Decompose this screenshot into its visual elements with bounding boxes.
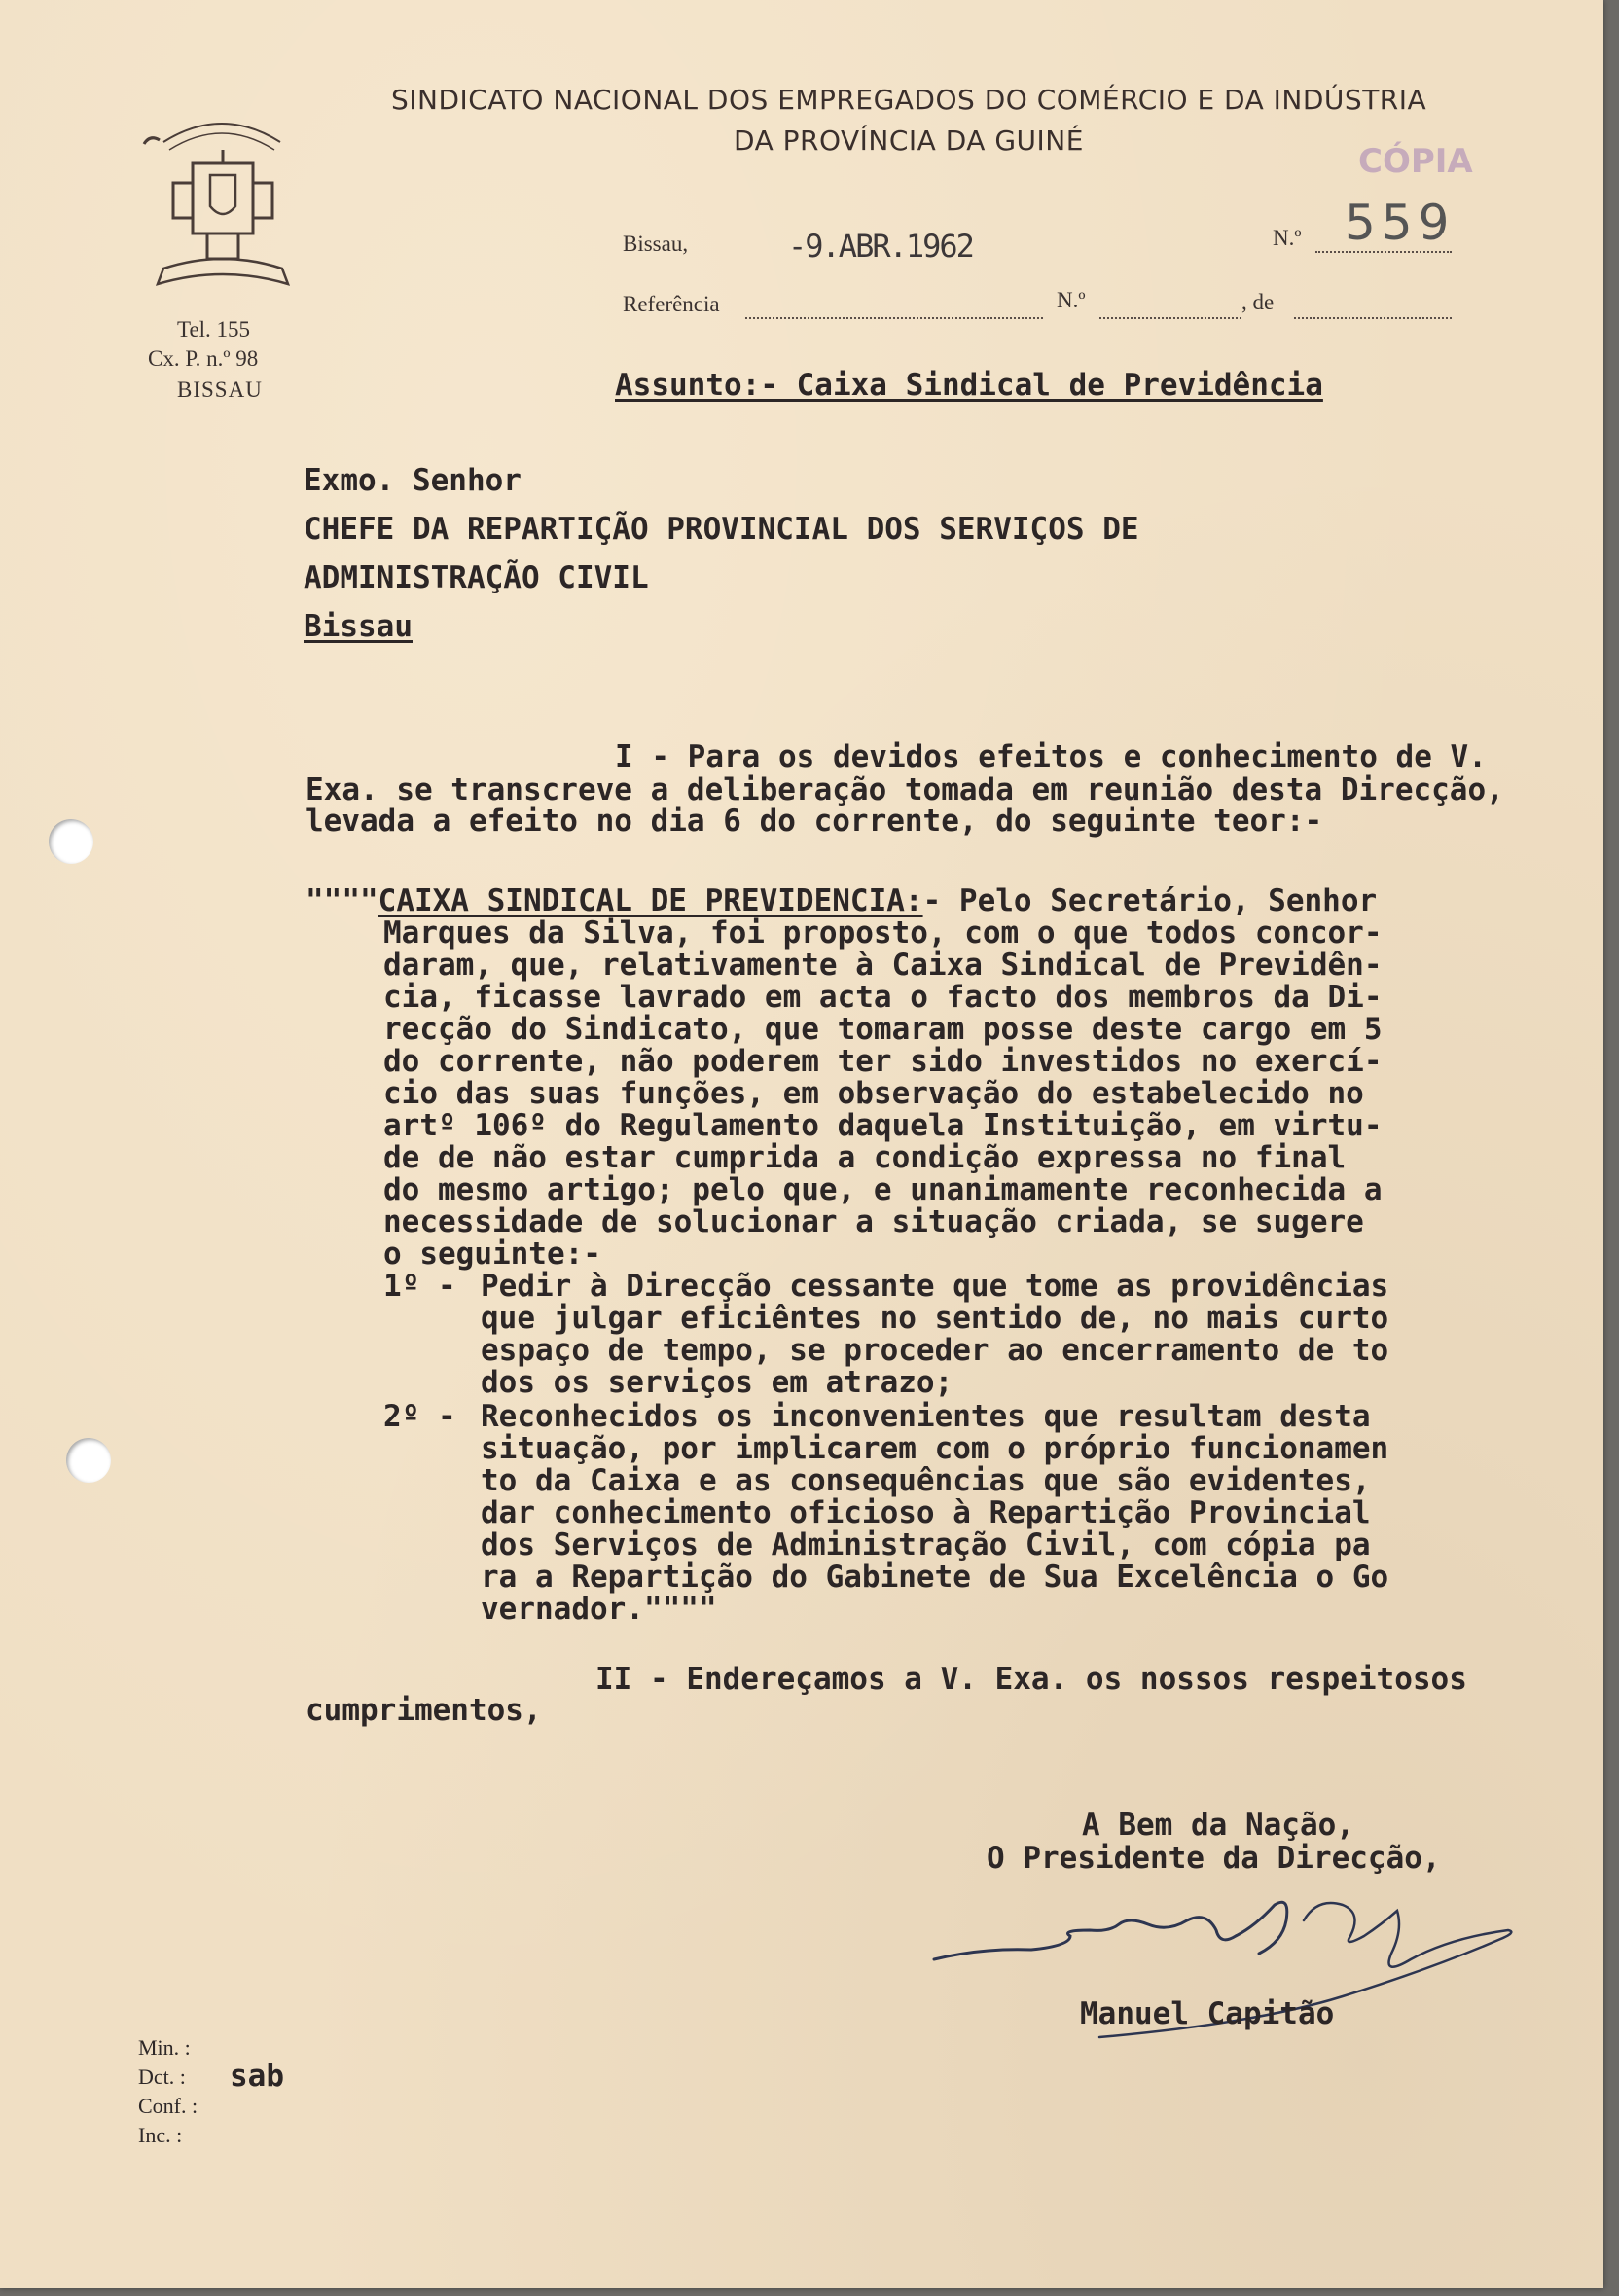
item1-label: 1º -	[383, 1269, 456, 1304]
recipient-city: Bissau	[304, 609, 413, 644]
item1-line: Pedir à Direcção cessante que tome as providências	[481, 1269, 1389, 1304]
typist-initials: sab	[230, 2059, 284, 2094]
quote-line: cio das suas funções, em observação do estabelecido no	[383, 1076, 1364, 1111]
item1-line: dos os serviços em atrazo;	[481, 1365, 953, 1400]
punch-hole-top	[49, 819, 93, 864]
para1-line: Exa. se transcreve a deliberação tomada em reunião desta Direcção,	[306, 772, 1504, 807]
telephone: Tel. 155	[177, 317, 251, 341]
date-stamp: -9.ABR.1962	[788, 228, 973, 265]
quote-title: CAIXA SINDICAL DE PREVIDENCIA:	[378, 883, 923, 918]
item1-line: espaço de tempo, se proceder ao encerramento de to	[481, 1333, 1389, 1368]
quote-line: necessidade de solucionar a situação criada, se sugere	[383, 1204, 1364, 1239]
item2-text	[481, 1401, 1388, 1626]
signer-name: Manuel Capitão	[1080, 1996, 1335, 2031]
recipient-salutation: Exmo. Senhor	[304, 463, 522, 498]
reference-date-line	[1294, 292, 1452, 319]
item1-line: que julgar eficiêntes no sentido de, no mais curto	[481, 1301, 1389, 1336]
item2-line: dar conhecimento oficioso à Repartição Provincial	[481, 1495, 1371, 1530]
quote-line: de de não estar cumprida a condição expressa no final	[383, 1140, 1347, 1175]
item2-line: vernador.""""	[481, 1592, 717, 1627]
reference-number-line	[1099, 292, 1241, 319]
quote-first-rest: - Pelo Secretário, Senhor	[922, 883, 1378, 918]
footer-min-label: Min. :	[138, 2035, 191, 2060]
quote-line: do mesmo artigo; pelo que, e unanimamente reconhecida a	[383, 1172, 1383, 1207]
para2-line1: II - Endereçamos a V. Exa. os nossos respeitosos	[595, 1662, 1467, 1697]
quote-body	[383, 917, 1383, 1271]
quote-open-marks: """"	[306, 883, 378, 918]
closing-line2: O Presidente da Direcção,	[987, 1841, 1441, 1876]
item2-label: 2º -	[383, 1399, 456, 1434]
item2-line: situação, por implicarem com o próprio funcionamen	[481, 1431, 1389, 1466]
footer-dct-label: Dct. :	[138, 2064, 186, 2089]
number-label: N.º	[1273, 226, 1302, 250]
reference-line	[745, 292, 1043, 319]
union-crest-icon	[134, 105, 311, 300]
para1-line: levada a efeito no dia 6 do corrente, do seguinte teor:-	[306, 804, 1323, 839]
para1-line: I - Para os devidos efeitos e conhecimento de V.	[615, 739, 1487, 774]
quote-first-line	[306, 885, 1377, 917]
subject-line: Assunto:- Caixa Sindical de Previdência	[615, 368, 1323, 403]
reference-label: Referência	[623, 292, 720, 316]
footer-conf-label: Conf. :	[138, 2094, 198, 2118]
reference-number-label: N.º	[1057, 288, 1086, 312]
quote-line: cia, ficasse lavrado em acta o facto dos membros da Di-	[383, 980, 1383, 1015]
item2-line: Reconhecidos os inconvenientes que resultam desta	[481, 1399, 1371, 1434]
copia-stamp: CÓPIA	[1358, 142, 1473, 181]
punch-hole-bottom	[66, 1438, 111, 1483]
po-box: Cx. P. n.º 98	[148, 346, 259, 371]
quote-line: recção do Sindicato, que tomaram posse deste cargo em 5	[383, 1012, 1383, 1047]
para2-line2: cumprimentos,	[306, 1693, 542, 1728]
footer-inc-label: Inc. :	[138, 2123, 183, 2147]
letter-number: 559	[1345, 195, 1456, 251]
item2-line: ra a Repartição do Gabinete de Sua Excelência o Go	[481, 1560, 1389, 1595]
quote-line: daram, que, relativamente à Caixa Sindical de Previdên-	[383, 948, 1383, 983]
organization-name-line2: DA PROVÍNCIA DA GUINÉ	[734, 125, 1084, 157]
item2-line: to da Caixa e as consequências que são evidentes,	[481, 1463, 1371, 1498]
recipient-title-line2: ADMINISTRAÇÃO CIVIL	[304, 560, 649, 595]
quote-line: Marques da Silva, foi proposto, com o que todos concor-	[383, 915, 1383, 951]
quote-line: o seguinte:-	[383, 1237, 601, 1272]
item2-line: dos Serviços de Administração Civil, com cópia pa	[481, 1527, 1371, 1562]
recipient-title-line1: CHEFE DA REPARTIÇÃO PROVINCIAL DOS SERVIÇOS DE	[304, 512, 1139, 547]
item1-text	[481, 1271, 1388, 1399]
organization-name-line1: SINDICATO NACIONAL DOS EMPREGADOS DO COMÉRCIO E DA INDÚSTRIA	[391, 84, 1427, 116]
quote-line: artº 106º do Regulamento daquela Instituição, em virtu-	[383, 1108, 1383, 1143]
quote-line: do corrente, não poderem ter sido investidos no exercí-	[383, 1044, 1383, 1079]
city: BISSAU	[177, 377, 263, 402]
place-label: Bissau,	[623, 232, 689, 256]
closing-line1: A Bem da Nação,	[1082, 1808, 1354, 1843]
reference-date-label: , de	[1241, 290, 1275, 314]
